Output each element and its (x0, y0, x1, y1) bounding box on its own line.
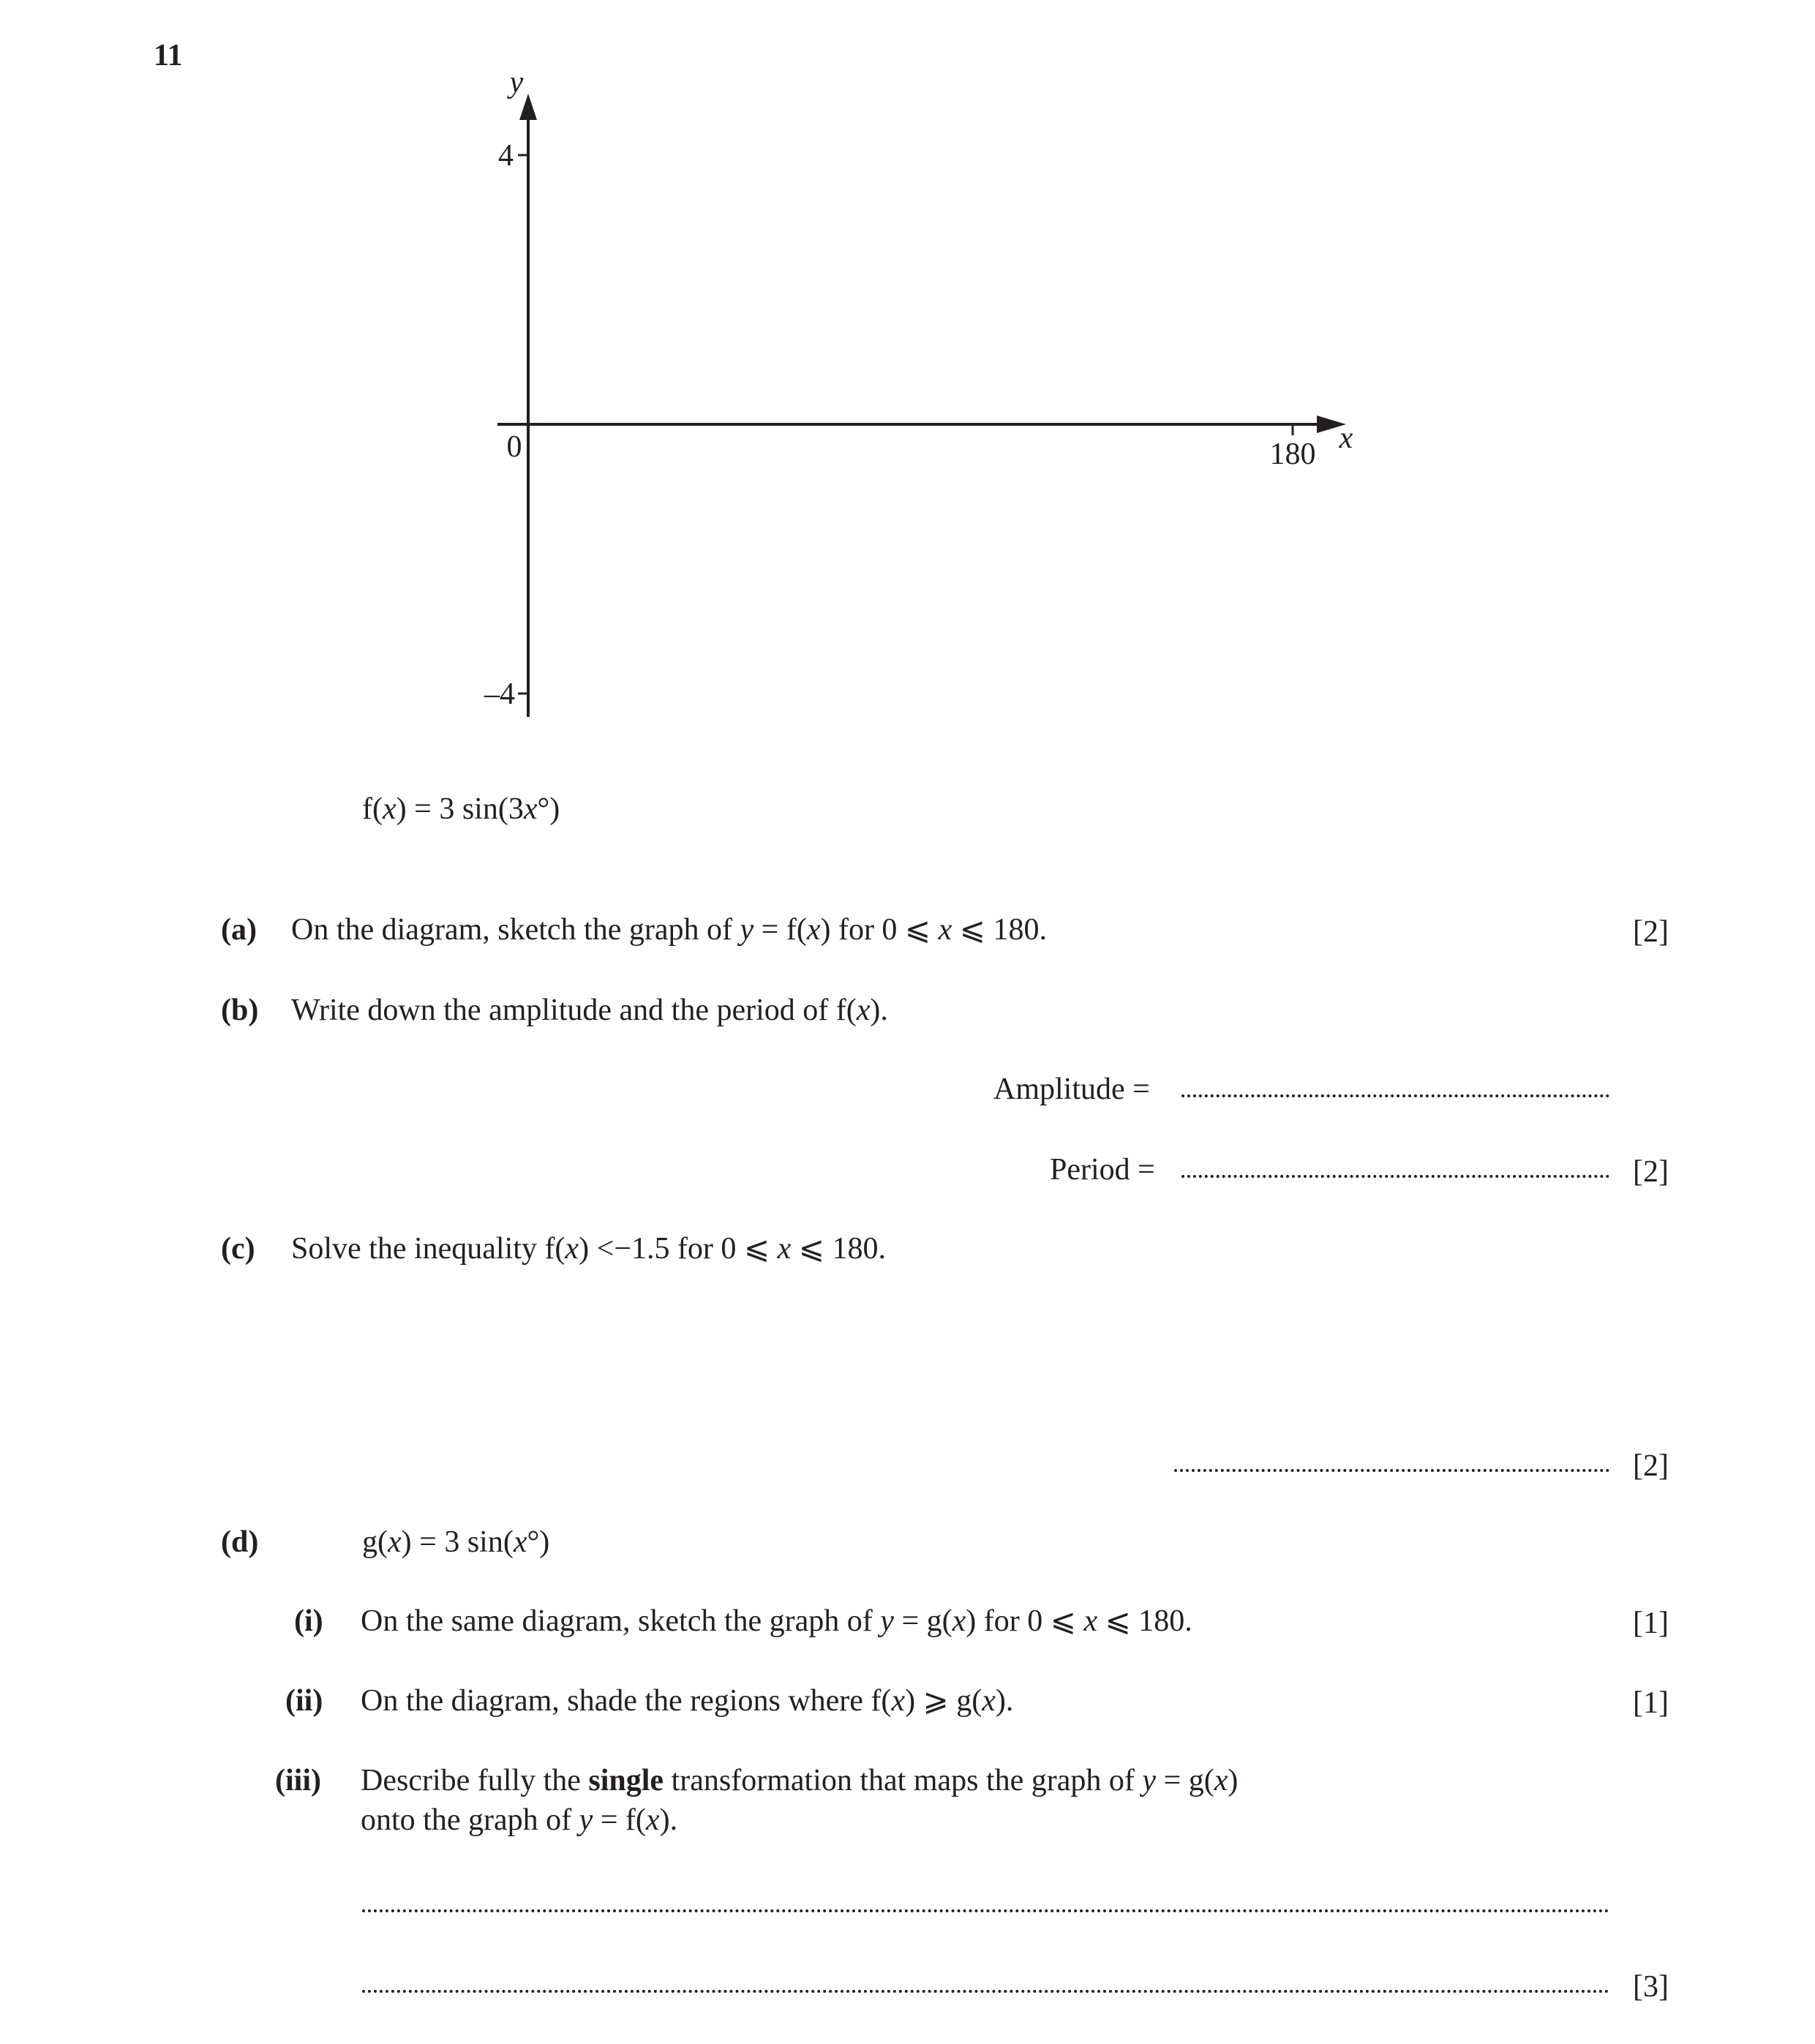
part-b-text: Write down the amplitude and the period of f(x). (291, 993, 888, 1027)
part-d-ii-label: (ii) (285, 1684, 323, 1718)
part-b-mark: [2] (1633, 1155, 1669, 1189)
part-d-iii-mark: [3] (1633, 1970, 1669, 2004)
part-d-i-mark: [1] (1633, 1607, 1669, 1640)
axes-diagram (0, 0, 1815, 732)
x-tick-label-180: 180 (1269, 437, 1316, 471)
part-d-i-label: (i) (294, 1604, 323, 1638)
y-axis-label: y (509, 66, 524, 99)
part-d-iii-answer-line-2[interactable] (362, 1990, 1609, 1993)
function-g-definition: g(x) = 3 sin(x°) (362, 1525, 550, 1559)
part-d-iii-text-line1: Describe fully the single transformation that maps the graph of y = g(x) (361, 1764, 1239, 1797)
amplitude-answer-line[interactable] (1181, 1094, 1609, 1097)
part-d-iii-answer-line-1[interactable] (362, 1909, 1609, 1912)
part-c-answer-line[interactable] (1174, 1469, 1609, 1472)
part-b-label: (b) (221, 993, 259, 1027)
part-d-label: (d) (221, 1525, 259, 1559)
part-d-iii-label: (iii) (275, 1764, 321, 1797)
part-d-ii-mark: [1] (1633, 1686, 1669, 1720)
y-tick-label-4: 4 (498, 139, 514, 173)
question-number: 11 (154, 39, 183, 72)
part-c-mark: [2] (1633, 1449, 1669, 1483)
part-a-label: (a) (221, 913, 257, 947)
x-axis-label: x (1339, 421, 1353, 455)
origin-label: 0 (506, 430, 522, 464)
part-d-i-text: On the same diagram, sketch the graph of y = g(x) for 0 ⩽ x ⩽ 180. (361, 1604, 1192, 1638)
part-c-label: (c) (221, 1232, 255, 1266)
amplitude-label: Amplitude = (993, 1072, 1150, 1106)
period-label: Period = (1050, 1153, 1155, 1187)
part-c-text: Solve the inequality f(x) <−1.5 for 0 ⩽ x ⩽ 180. (291, 1232, 886, 1266)
period-answer-line[interactable] (1181, 1175, 1609, 1178)
part-a-mark: [2] (1633, 915, 1669, 949)
part-d-ii-text: On the diagram, shade the regions where f(x) ⩾ g(x). (361, 1684, 1014, 1718)
function-f-definition: f(x) = 3 sin(3x°) (362, 792, 560, 826)
part-d-iii-text-line2: onto the graph of y = f(x). (361, 1803, 678, 1837)
part-a-text: On the diagram, sketch the graph of y = f(x) for 0 ⩽ x ⩽ 180. (291, 913, 1047, 947)
y-tick-label-minus4: –4 (484, 677, 515, 711)
